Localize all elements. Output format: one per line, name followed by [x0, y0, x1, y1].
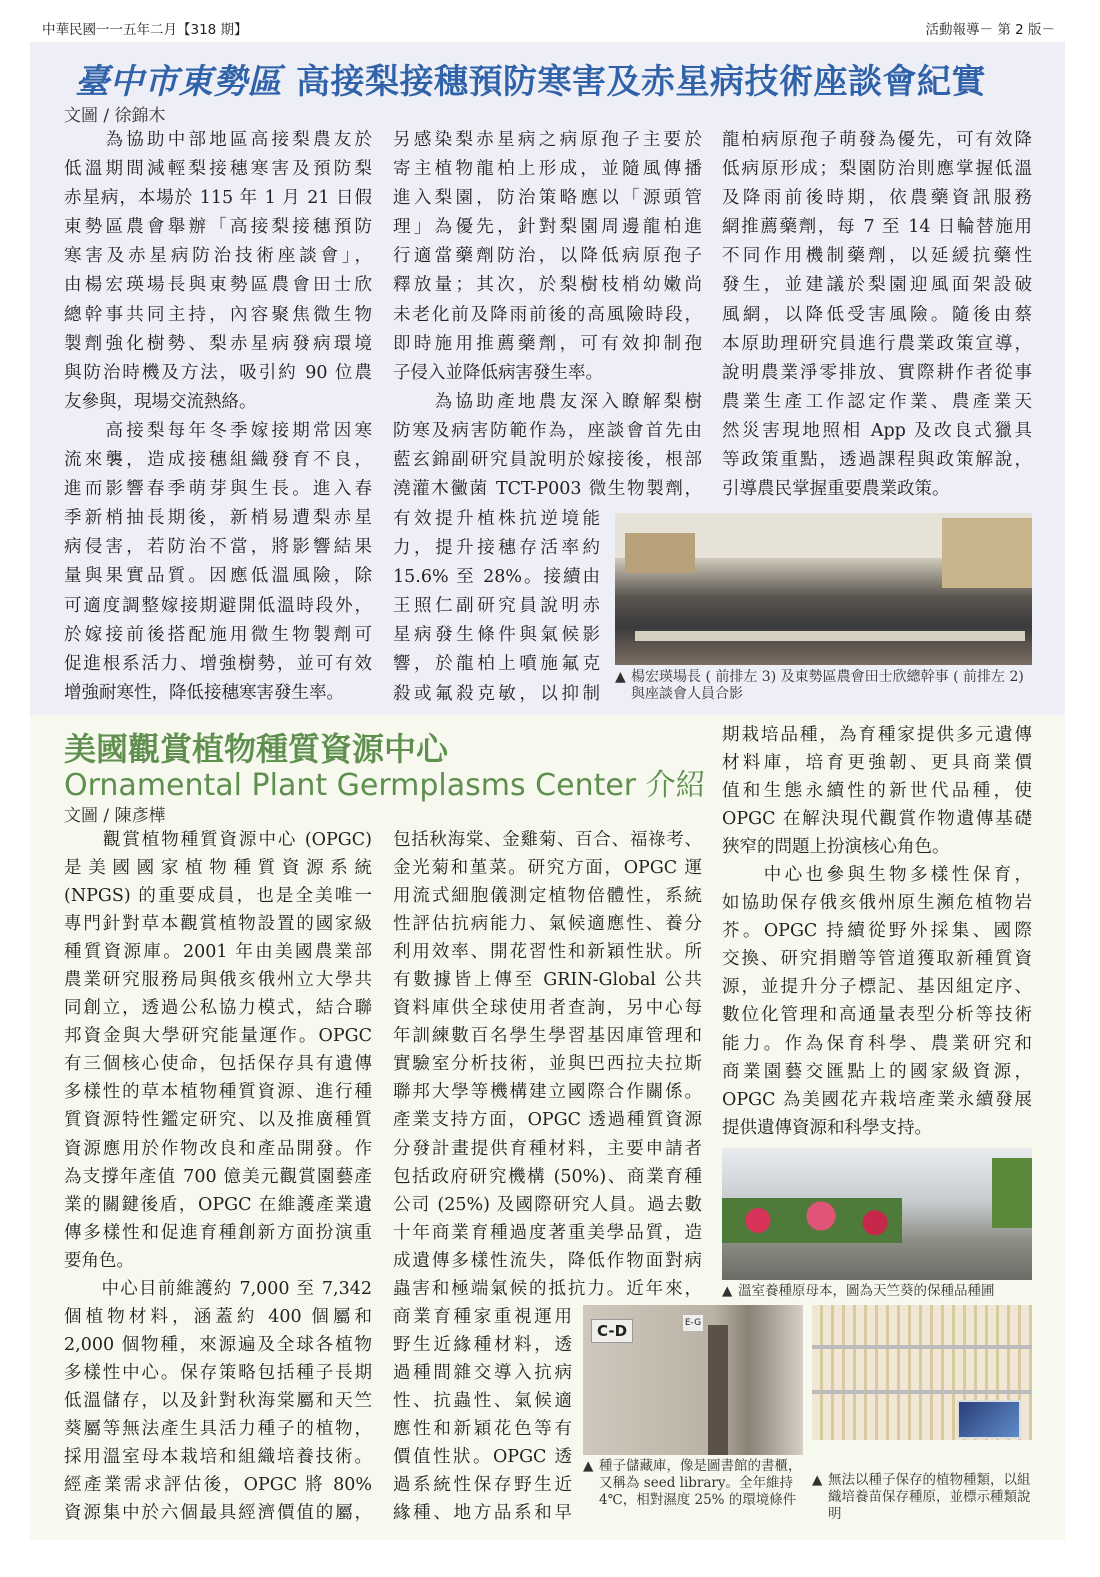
text-line: 緣種、地方品系和早 [393, 1503, 572, 1524]
text-line: 應性和新穎花色等有 [393, 1419, 572, 1440]
text-line: 進而影響春季萌芽與生長。進入春 [64, 479, 372, 500]
text-line: 是美國國家植物種質資源系統 [64, 858, 372, 879]
article2-column-2-narrow [393, 1303, 572, 1527]
cabinet-label: C-D [591, 1319, 633, 1343]
text-line: 金光菊和堇菜。研究方面，OPGC 運 [393, 858, 702, 879]
text-line: 蟲害和極端氣候的抵抗力。近年來， [393, 1278, 702, 1299]
text-line: (NPGS) 的重要成員，也是全美唯一 [64, 886, 372, 907]
text-line: 然災害現地照相 App 及改良式獵具 [722, 420, 1032, 441]
text-line: 芥。OPGC 持續從野外採集、國際 [722, 921, 1032, 942]
seminar-photo-caption: ▲ 楊宏瑛場長 ( 前排左 3) 及東勢區農會田士欣總幹事 ( 前排左 2) 與座談會人員合影 [615, 669, 1024, 702]
article2-column-3 [722, 721, 1032, 1142]
text-line: 過種間雜交導入抗病 [393, 1363, 572, 1384]
text-line: 中心也參與生物多樣性保育， [722, 865, 1032, 886]
text-line: 防寒及病害防範作為，座談會首先由 [393, 420, 702, 441]
text-line: 力，提升接穗存活率約 [393, 538, 600, 559]
text-line: 用流式細胞儀測定植物倍體性，系統 [393, 886, 702, 907]
article1-title-place: 臺中市東勢區 [75, 62, 282, 102]
text-line: 實驗室分析技術，並與巴西拉夫拉斯 [393, 1054, 702, 1075]
text-line: 流來襲，造成接穗組織發育不良， [64, 450, 372, 471]
text-line: 龍柏病原孢子萌發為優先，可有效降 [722, 130, 1032, 150]
article2-title-en: Ornamental Plant Germplasms Center 介紹 [64, 768, 706, 803]
text-line: OPGC 為美國花卉栽培產業永續發展 [722, 1089, 1032, 1110]
text-line: 低病原形成；梨園防治則應掌握低溫 [722, 159, 1032, 180]
text-line: 採用溫室母本栽培和組織培養技術。 [64, 1447, 372, 1468]
tissue-culture-photo [812, 1305, 1032, 1440]
text-line: 有數據皆上傳至 GRIN-Global 公共 [393, 970, 702, 991]
text-line: 野生近緣種材料，透 [393, 1335, 572, 1356]
text-line: 期栽培品種，為育種家提供多元遺傳 [722, 725, 1032, 745]
text-line: 中心目前維護約 7,000 至 7,342 [64, 1278, 372, 1299]
text-line: 理」為優先，針對梨園周邊龍柏進 [393, 217, 702, 238]
text-line: 與防治時機及方法，吸引約 90 位農 [64, 362, 372, 383]
text-line: 傳多樣性和促進育種創新方面扮演重 [64, 1222, 372, 1243]
text-line: 進入梨園，防治策略應以「源頭管 [393, 188, 702, 209]
text-line: 即時施用推薦藥劑，可有效抑制孢 [393, 333, 702, 354]
text-line: 2,000 個物種，來源遍及全球各植物 [64, 1334, 372, 1355]
text-line: 提供遺傳資源和科學支持。 [722, 1117, 932, 1138]
text-line: 商業育種家重視運用 [393, 1307, 572, 1327]
text-line: 要角色。 [64, 1250, 134, 1271]
text-line: 十年商業育種過度著重美學品質，造 [393, 1222, 702, 1243]
text-line: 資源應用於作物改良和產品開發。作 [64, 1138, 372, 1159]
text-line: 寒害及赤星病防治技術座談會」， [64, 246, 372, 267]
text-line: 病侵害，若防治不當，將影響結果 [64, 537, 372, 558]
text-line: 殺或氟殺克敏，以抑制 [393, 683, 600, 704]
text-line: 材料庫，培育更強韌、更具商業價 [722, 753, 1032, 774]
cabinet-label-small: E-G [683, 1315, 703, 1331]
text-line: 等政策重點，透過課程與政策解說， [722, 450, 1032, 471]
text-line: 源，並提升分子標記、基因組定序、 [722, 977, 1032, 998]
article1-column-2 [393, 126, 702, 504]
text-line: OPGC 在解決現代觀賞作物遺傳基礎 [722, 809, 1032, 830]
text-line: 季新梢抽長期後，新梢易遭梨赤星 [64, 508, 372, 529]
text-line: 由楊宏瑛場長與東勢區農會田士欣 [64, 275, 372, 296]
text-line: 包括政府研究機構 (50%)、商業育種 [393, 1166, 702, 1187]
text-line: 於嫁接前後搭配施用微生物製劑可 [64, 624, 372, 645]
text-line: 釋放量；其次，於梨樹枝梢幼嫩尚 [393, 275, 702, 296]
text-line: 多樣性的草本植物種質資源、進行種 [64, 1082, 372, 1103]
text-line: 響，於龍柏上噴施氟克 [393, 654, 600, 675]
text-line: 王照仁副研究員說明赤 [393, 596, 600, 617]
text-line: 低溫儲存，以及針對秋海棠屬和天竺 [64, 1390, 372, 1411]
article1-column-2-narrow [393, 505, 600, 709]
article1-title-main: 高接梨接穗預防寒害及赤星病技術座談會紀實 [296, 62, 986, 102]
text-line: 澆灌木黴菌 TCT-P003 微生物製劑， [393, 479, 702, 500]
text-line: 寄主植物龍柏上形成，並隨風傳播 [393, 159, 702, 180]
article2-column-1 [64, 826, 372, 1527]
text-line: 觀賞植物種質資源中心 (OPGC) [64, 830, 372, 850]
text-line: 包括秋海棠、金雞菊、百合、福祿考、 [393, 830, 702, 850]
text-line: 農業研究服務局與俄亥俄州立大學共 [64, 970, 372, 991]
text-line: 同創立，透過公私協力模式，結合聯 [64, 998, 372, 1019]
text-line: 專門針對草本觀賞植物設置的國家級 [64, 914, 372, 935]
text-line: 行適當藥劑防治，以降低病原孢子 [393, 246, 702, 267]
text-line: 不同作用機制藥劑，以延緩抗藥性 [722, 246, 1032, 267]
text-line: 性評估抗病能力、氣候適應性、養分 [393, 914, 702, 935]
tissue-culture-caption: ▲ 無法以種子保存的植物種類，以組織培養苗保存種原，並標示種類說明 [812, 1472, 1031, 1522]
seed-library-caption: ▲ 種子儲藏庫，像是圖書館的書櫃，又稱為 seed library。全年維持 4℃，相對濕度 25% 的環境條件 [583, 1458, 802, 1508]
text-line: 經產業需求評估後，OPGC 將 80% [64, 1475, 372, 1496]
text-line: 農業生產工作認定作業、農產業天 [722, 391, 1032, 412]
caption-triangle-icon: ▲ [812, 1472, 823, 1488]
text-line: 個植物材料，涵蓋約 400 個屬和 [64, 1306, 372, 1327]
article1-column-3 [722, 126, 1032, 504]
text-line: 說明農業淨零排放、實際耕作者從事 [722, 362, 1032, 383]
text-line: 成遺傳多樣性流失，降低作物面對病 [393, 1250, 702, 1271]
issue-date: 中華民國一一五年二月【318 期】 [42, 22, 248, 38]
text-line: 為協助中部地區高接梨農友於 [64, 130, 372, 150]
text-line: 製劑強化樹勢、梨赤星病發病環境 [64, 333, 372, 354]
greenhouse-geranium-photo [722, 1148, 1032, 1280]
text-line: 星病發生條件與氣候影 [393, 625, 600, 646]
text-line: 及降雨前後時期，依農藥資訊服務 [722, 188, 1032, 209]
article2-byline: 文圖 / 陳彥樺 [64, 806, 166, 826]
text-line: 商業園藝交匯點上的國家級資源， [722, 1061, 1032, 1082]
text-line: 過系統性保存野生近 [393, 1475, 572, 1496]
text-line: 東勢區農會舉辦「高接梨接穗預防 [64, 217, 372, 238]
caption-triangle-icon: ▲ [722, 1283, 733, 1299]
text-line: 公司 (25%) 及國際研究人員。過去數 [393, 1194, 702, 1215]
article2-column-2 [393, 826, 702, 1303]
text-line: 質資源特性鑑定研究、以及推廣種質 [64, 1110, 372, 1131]
text-line: 友參與，現場交流熱絡。 [64, 391, 257, 412]
text-line: 本原助理研究員進行農業政策宣導， [722, 333, 1032, 354]
text-line: 可適度調整嫁接期避開低溫時段外， [64, 595, 372, 616]
text-line: 數位化管理和高通量表型分析等技術 [722, 1005, 1032, 1026]
text-line: 性、抗蟲性、氣候適 [393, 1391, 572, 1412]
caption-triangle-icon: ▲ [615, 669, 626, 685]
text-line: 總幹事共同主持，內容聚焦微生物 [64, 304, 372, 325]
text-line: 種質資源庫。2001 年由美國農業部 [64, 942, 372, 963]
text-line: 子侵入並降低病害發生率。 [393, 362, 603, 383]
text-line: 另感染梨赤星病之病原孢子主要於 [393, 130, 702, 150]
text-line: 能力。作為保育科學、農業研究和 [722, 1033, 1032, 1054]
text-line: 為支撐年產值 700 億美元觀賞園藝產 [64, 1166, 372, 1187]
text-line: 產業支持方面，OPGC 透過種質資源 [393, 1110, 702, 1131]
text-line: 量與果實品質。因應低溫風險，除 [64, 566, 372, 587]
seminar-group-photo [615, 513, 1032, 665]
text-line: 分發計畫提供育種材料，主要申請者 [393, 1138, 702, 1159]
text-line: 葵屬等無法產生具活力種子的植物， [64, 1418, 372, 1439]
text-line: 未老化前及降雨前後的高風險時段， [393, 304, 702, 325]
text-line: 值和生態永續性的新世代品種，使 [722, 781, 1032, 802]
text-line: 資源集中於六個最具經濟價值的屬， [64, 1503, 372, 1524]
text-line: 風網，以降低受害風險。隨後由蔡 [722, 304, 1032, 325]
text-line: 多樣性中心。保存策略包括種子長期 [64, 1362, 372, 1383]
text-line: 邦資金與大學研究能量運作。OPGC [64, 1026, 372, 1047]
text-line: 促進根系活力、增強樹勢，並可有效 [64, 653, 372, 674]
text-line: 價值性狀。OPGC 透 [393, 1447, 572, 1468]
text-line: 如協助保存俄亥俄州原生瀕危植物岩 [722, 893, 1032, 914]
text-line: 聯邦大學等機構建立國際合作關係。 [393, 1082, 702, 1103]
text-line: 為協助產地農友深入瞭解梨樹 [393, 391, 702, 412]
text-line: 年訓練數百名學生學習基因庫管理和 [393, 1026, 702, 1047]
text-line: 引導農民掌握重要農業政策。 [722, 479, 950, 500]
text-line: 有三個核心使命，包括保存具有遺傳 [64, 1054, 372, 1075]
text-line: 業的關鍵後盾，OPGC 在維護產業遺 [64, 1194, 372, 1215]
text-line: 藍玄錦副研究員說明於嫁接後，根部 [393, 450, 702, 471]
text-line: 資料庫供全球使用者查詢，另中心每 [393, 998, 702, 1019]
seed-library-photo [583, 1305, 803, 1455]
text-line: 低溫期間減輕梨接穗寒害及預防梨 [64, 159, 372, 180]
text-line: 狹窄的問題上扮演核心角色。 [722, 837, 950, 858]
text-line: 高接梨每年冬季嫁接期常因寒 [64, 420, 372, 441]
article2-title-zh: 美國觀賞植物種質資源中心 [64, 730, 449, 768]
section-page: 活動報導－ 第 2 版－ [925, 22, 1055, 38]
article1-column-1 [64, 126, 372, 708]
article1-byline: 文圖 / 徐錦木 [64, 106, 166, 126]
article1-title [75, 54, 986, 103]
text-line: 交換、研究捐贈等管道獲取新種質資 [722, 949, 1032, 970]
greenhouse-photo-caption: ▲ 溫室養種原母本，圖為天竺葵的保種品種圃 [722, 1283, 995, 1299]
text-line: 利用效率、開花習性和新穎性狀。所 [393, 942, 702, 963]
text-line: 有效提升植株抗逆境能 [393, 509, 600, 529]
text-line: 15.6% 至 28%。接續由 [393, 567, 600, 588]
text-line: 增強耐寒性，降低接穗寒害發生率。 [64, 682, 344, 703]
text-line: 赤星病，本場於 115 年 1 月 21 日假 [64, 188, 372, 209]
caption-triangle-icon: ▲ [583, 1458, 594, 1474]
text-line: 發生，並建議於梨園迎風面架設破 [722, 275, 1032, 296]
text-line: 網推薦藥劑，每 7 至 14 日輪替施用 [722, 217, 1032, 238]
